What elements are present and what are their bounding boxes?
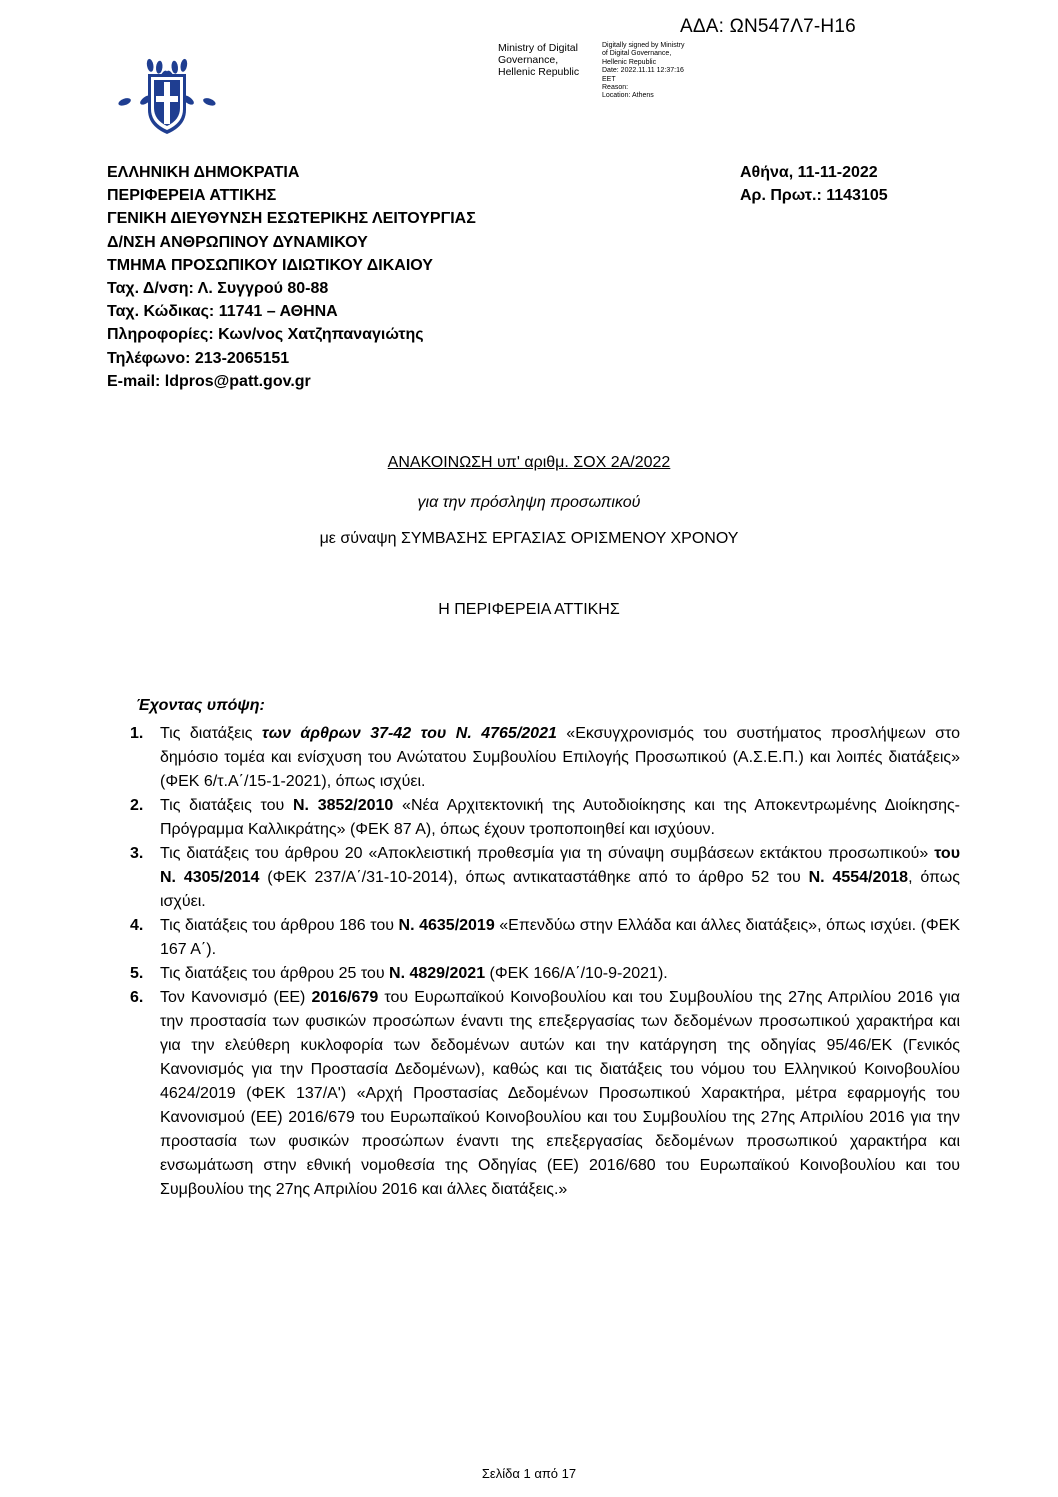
signature-detail-line: of Digital Governance, (602, 50, 672, 58)
announcement-subtitle: για την πρόσληψη προσωπικού (417, 494, 641, 511)
signature-detail-line: EET (602, 75, 616, 83)
signature-detail-line: Reason: (602, 84, 629, 92)
announcement-title: ΑΝΑΚΟΙΝΩΣΗ υπ' αριθμ. ΣΟΧ 2Α/2022 (387, 454, 671, 471)
sender-line: E-mail: ldpros@patt.gov.gr (107, 372, 311, 390)
text-run: του Ευρωπαϊκού Κοινοβουλίου και του Συμβουλίου της 27ης Απριλίου 2016 για την προστασία των φυσικών προσώπων έναντι της επεξεργασίας των δεδομένων προσωπικού χαρακτήρα και για την ελεύθερη κυκλοφορία των δεδομένων αυτών και την κατάργηση της οδηγίας 95/46/ΕΚ (Γενικός Κανονισμός για την Προστασία Δεδομένων), καθώς και τις διατάξεις του νόμου του Ελληνικού Κοινοβουλίου 4624/2019 (ΦΕΚ 137/Α') «Αρχή Προστασίας Δεδομένων Προσωπικού Χαρακτήρα, μέτρα εφαρμογής του Κανονισμού (ΕΕ) 2016/679 του Ευρωπαϊκού Κοινοβουλίου και του Συμβουλίου της 27ης Απριλίου 2016 για την προστασία των φυσικών προσώπων έναντι της επεξεργασίας δεδομένων προσωπικού χαρακτήρα και ενσωμάτωση στην εθνική νομοθεσία της Οδηγίας (ΕΕ) 2016/680 του Ευρωπαϊκού Κοινοβουλίου και του Συμβουλίου της 27ης Απριλίου 2016 και άλλες διατάξεις.» (160, 989, 960, 1198)
wreath-leaf (118, 97, 132, 107)
sender-line: ΠΕΡΙΦΕΡΕΙΑ ΑΤΤΙΚΗΣ (107, 187, 277, 205)
text-run: «Νέα Αρχιτεκτονική της Αυτοδιοίκησης και της Αποκεντρωμένης Διοίκησης- Πρόγραμμα Καλλικράτης» (ΦΕΚ 87 Α), όπως έχουν τροποποιηθεί και ισχύουν. (160, 797, 961, 838)
emphasized-text: 2016/679 (311, 989, 379, 1006)
emphasized-text: των άρθρων 37-42 του Ν. 4765/2021 (261, 725, 557, 742)
wreath-leaf (202, 97, 216, 107)
item-text (160, 722, 960, 794)
legal-basis-item (130, 722, 960, 794)
emphasized-text: Ν. 4635/2019 (398, 917, 495, 934)
item-number: 6. (130, 989, 144, 1006)
signature-detail-line: Hellenic Republic (602, 58, 657, 66)
sender-line: ΤΜΗΜΑ ΠΡΟΣΩΠΙΚΟΥ ΙΔΙΩΤΙΚΟΥ ΔΙΚΑΙΟΥ (107, 256, 433, 274)
item-number: 1. (130, 725, 144, 742)
text-run: Τις διατάξεις του άρθρου 186 του (160, 917, 399, 934)
emphasized-text: Ν. 4829/2021 (389, 965, 486, 982)
protocol-number: Αρ. Πρωτ.: 1143105 (740, 187, 888, 205)
sender-line: Πληροφορίες: Κων/νος Χατζηπαναγιώτης (107, 326, 424, 344)
text-run: Τις διατάξεις του άρθρου 25 του (160, 965, 390, 982)
text-run: Τις διατάξεις του άρθρου 20 «Αποκλειστική προθεσμία για τη σύναψη συμβάσεων εκτάκτου προσωπικού» (160, 845, 935, 862)
sender-block (107, 161, 476, 393)
page-number: Σελίδα 1 από 17 (481, 1466, 577, 1481)
signature-detail-line: Digitally signed by Ministry (602, 42, 685, 49)
item-text (160, 794, 960, 842)
emphasized-text: του Ν. 4305/2014 (160, 845, 960, 886)
wreath-leaf (155, 60, 163, 74)
text-run: , όπως ισχύει. (160, 869, 961, 910)
signature-details (602, 42, 684, 101)
item-text (160, 914, 960, 962)
wreath-leaf (171, 60, 179, 74)
sender-line: Ταχ. Δ/νση: Λ. Συγγρού 80-88 (107, 280, 329, 298)
signature-left (498, 42, 579, 78)
legal-basis-item (130, 842, 960, 914)
signature-left-line: Hellenic Republic (498, 66, 580, 78)
ada-code: ΑΔΑ: ΩΝ547Λ7-Η16 (680, 16, 856, 37)
issuing-authority: Η ΠΕΡΙΦΕΡΕΙΑ ΑΤΤΙΚΗΣ (438, 601, 620, 618)
text-run: (ΦΕΚ 166/Α΄/10-9-2021). (485, 965, 668, 982)
date-block (740, 161, 888, 207)
wreath-leaf (146, 58, 155, 72)
item-text (160, 986, 960, 1202)
wreath-leaf (180, 58, 189, 72)
item-number: 2. (130, 797, 144, 814)
text-run: Τον Κανονισμό (ΕΕ) (160, 989, 312, 1006)
announcement-subtitle-contract: με σύναψη ΣΥΜΒΑΣΗΣ ΕΡΓΑΣΙΑΣ ΟΡΙΣΜΕΝΟΥ ΧΡΟΝΟΥ (319, 530, 739, 547)
signature-detail-line: Date: 2022.11.11 12:37:16 (602, 67, 684, 75)
item-number: 3. (130, 845, 144, 862)
considering-heading: Έχοντας υπόψη: (136, 697, 265, 714)
signature-left-line: Governance, (498, 54, 559, 66)
sender-line: Τηλέφωνο: 213-2065151 (107, 349, 290, 367)
sender-line: ΓΕΝΙΚΗ ΔΙΕΥΘΥΝΣΗ ΕΣΩΤΕΡΙΚΗΣ ΛΕΙΤΟΥΡΓΙΑΣ (107, 210, 476, 228)
item-number: 4. (130, 917, 144, 934)
sender-line: ΕΛΛΗΝΙΚΗ ΔΗΜΟΚΡΑΤΙΑ (107, 164, 300, 181)
hellenic-republic-emblem-icon (118, 52, 216, 148)
digital-signature (496, 42, 796, 100)
legal-basis-item (130, 794, 960, 842)
text-run: Τις διατάξεις του (160, 797, 293, 814)
emphasized-text: Ν. 3852/2010 (292, 797, 394, 814)
item-text (160, 962, 960, 986)
document-date: Αθήνα, 11-11-2022 (740, 164, 878, 181)
text-run: Τις διατάξεις (160, 725, 262, 742)
legal-basis-item (130, 962, 960, 986)
legal-basis-item (130, 914, 960, 962)
sender-line: Ταχ. Κώδικας: 11741 – ΑΘΗΝΑ (107, 303, 338, 321)
text-run: «Εκσυγχρονισμός του συστήματος προσλήψεων στο δημόσιο τομέα και ενίσχυση του Ανώτατου Συμβουλίου Επιλογής Προσωπικού (Α.Σ.Ε.Π.) και λοιπές διατάξεις» (ΦΕΚ 6/τ.Α΄/15-1-2021), όπως ισχύει. (160, 725, 961, 790)
item-number: 5. (130, 965, 144, 982)
text-run: (ΦΕΚ 237/Α΄/31-10-2014), όπως αντικαταστάθηκε από το άρθρο 52 του (259, 869, 809, 886)
legal-basis-item (130, 986, 960, 1202)
emphasized-text: Ν. 4554/2018 (808, 869, 909, 886)
item-text (160, 842, 960, 914)
signature-detail-line: Location: Athens (602, 92, 654, 100)
legal-basis-list (130, 722, 960, 1202)
sender-line: Δ/ΝΣΗ ΑΝΘΡΩΠΙΝΟΥ ΔΥΝΑΜΙΚΟΥ (107, 233, 368, 251)
signature-left-line: Ministry of Digital (498, 42, 578, 54)
text-run: «Επενδύω στην Ελλάδα και άλλες διατάξεις», όπως ισχύει. (ΦΕΚ 167 Α΄). (160, 917, 961, 958)
